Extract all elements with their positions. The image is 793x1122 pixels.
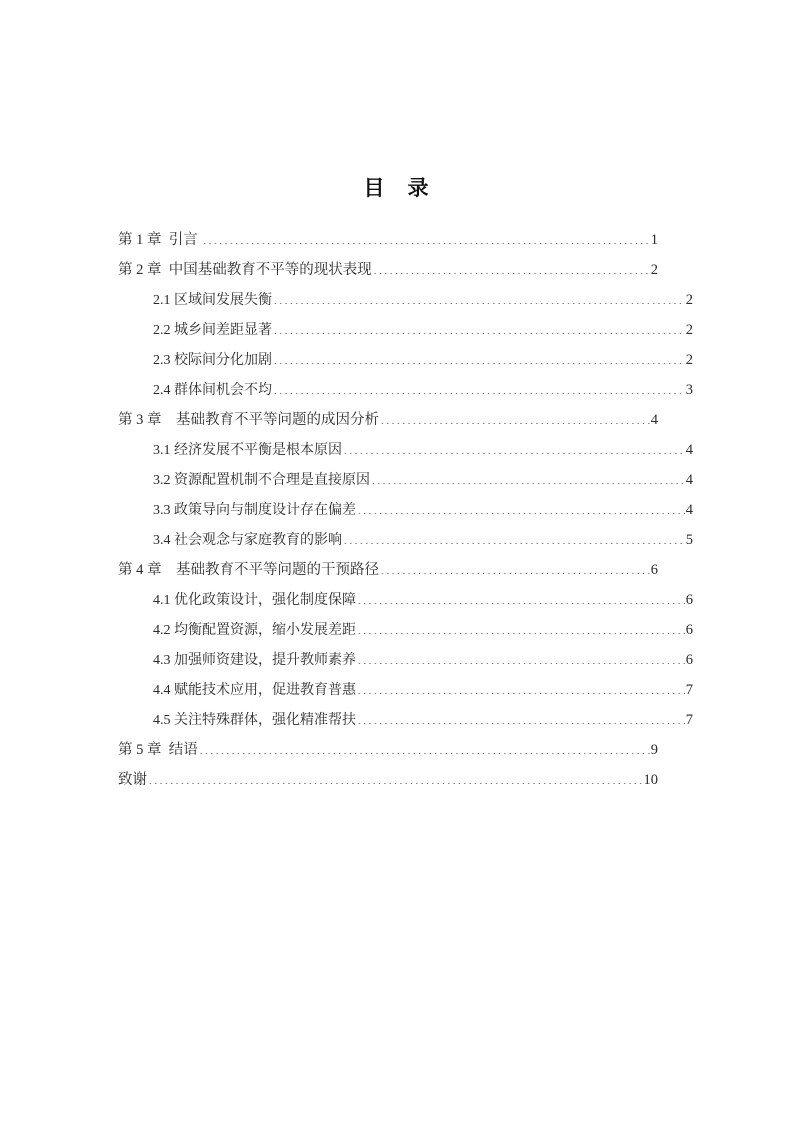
dot-leader [357, 680, 685, 694]
toc-entry[interactable] [118, 645, 693, 675]
toc-entry-page-number: 2 [685, 292, 693, 308]
toc-entry[interactable] [118, 315, 693, 345]
dot-leader [148, 770, 643, 785]
toc-entry-page-number: 6 [650, 562, 658, 578]
toc-entry-page-number: 9 [650, 742, 658, 758]
toc-entry[interactable] [118, 345, 693, 375]
toc-entry[interactable] [118, 375, 693, 405]
toc-entry-page-number: 2 [685, 352, 693, 368]
toc-entry-page-number: 7 [685, 682, 693, 698]
toc-entry-label: 第 5 章 结语 [118, 742, 198, 758]
toc-entry[interactable] [118, 705, 693, 735]
toc-entry-page-number: 6 [685, 652, 693, 668]
toc-entry[interactable] [118, 585, 693, 615]
toc-entry[interactable] [118, 465, 693, 495]
dot-leader [273, 290, 685, 304]
toc-entry-label: 4.3 加强师资建设，提升教师素养 [153, 653, 356, 668]
dot-leader [343, 530, 685, 544]
toc-entry-label: 致谢 [118, 772, 147, 788]
toc-entry-page-number: 4 [650, 412, 658, 428]
toc-entry-label: 第 1 章 引言 [118, 232, 202, 248]
dot-leader [357, 710, 685, 724]
dot-leader [380, 560, 650, 575]
toc-entry[interactable] [118, 405, 658, 435]
toc-entry[interactable] [118, 435, 693, 465]
toc-entry[interactable] [118, 555, 658, 585]
toc-entry-page-number: 7 [685, 712, 693, 728]
toc-entry-page-number: 5 [685, 532, 693, 548]
dot-leader [199, 740, 650, 755]
toc-entry-page-number: 4 [685, 472, 693, 488]
toc-entry-label: 3.4 社会观念与家庭教育的影响 [153, 533, 342, 548]
toc-entry[interactable] [118, 225, 658, 255]
dot-leader [273, 350, 685, 364]
toc-entry-page-number: 6 [685, 622, 693, 638]
toc-entry-page-number: 10 [643, 772, 658, 788]
toc-entry-label: 第 2 章 中国基础教育不平等的现状表现 [118, 262, 372, 278]
toc-entry[interactable] [118, 675, 693, 705]
toc-entry-label: 2.3 校际间分化加剧 [153, 353, 272, 368]
dot-leader [371, 470, 685, 484]
toc-entry-label: 第 4 章 基础教育不平等问题的干预路径 [118, 562, 379, 578]
toc-entry-page-number: 4 [685, 442, 693, 458]
toc-entry-label: 4.4 赋能技术应用，促进教育普惠 [153, 683, 356, 698]
table-of-contents [118, 225, 693, 795]
dot-leader [373, 260, 650, 275]
dot-leader [380, 410, 650, 425]
toc-entry-page-number: 2 [685, 322, 693, 338]
toc-entry-label: 4.1 优化政策设计，强化制度保障 [153, 593, 356, 608]
dot-leader [273, 320, 685, 334]
dot-leader [357, 620, 685, 634]
toc-entry-label: 3.3 政策导向与制度设计存在偏差 [153, 503, 356, 518]
toc-entry[interactable] [118, 765, 658, 795]
toc-entry-label: 4.5 关注特殊群体，强化精准帮扶 [153, 713, 356, 728]
toc-entry-label: 3.1 经济发展不平衡是根本原因 [153, 443, 342, 458]
dot-leader [357, 500, 685, 514]
dot-leader [357, 650, 685, 664]
toc-entry-label: 2.1 区域间发展失衡 [153, 293, 272, 308]
dot-leader [202, 230, 649, 245]
toc-entry-label: 4.2 均衡配置资源，缩小发展差距 [153, 623, 356, 638]
toc-entry[interactable] [118, 525, 693, 555]
toc-entry[interactable] [118, 495, 693, 525]
toc-entry-page-number: 1 [650, 232, 658, 248]
toc-entry-page-number: 3 [685, 382, 693, 398]
toc-entry-label: 第 3 章 基础教育不平等问题的成因分析 [118, 412, 379, 428]
toc-entry[interactable] [118, 255, 658, 285]
toc-entry-page-number: 2 [650, 262, 658, 278]
toc-entry-label: 3.2 资源配置机制不合理是直接原因 [153, 473, 370, 488]
toc-entry-label: 2.4 群体间机会不均 [153, 383, 272, 398]
dot-leader [273, 380, 685, 394]
dot-leader [357, 590, 685, 604]
toc-entry-page-number: 4 [685, 502, 693, 518]
toc-entry[interactable] [118, 615, 693, 645]
toc-entry-label: 2.2 城乡间差距显著 [153, 323, 272, 338]
toc-entry-page-number: 6 [685, 592, 693, 608]
toc-entry[interactable] [118, 735, 658, 765]
dot-leader [343, 440, 685, 454]
toc-entry[interactable] [118, 285, 693, 315]
page-title: 目 录 [363, 176, 430, 200]
